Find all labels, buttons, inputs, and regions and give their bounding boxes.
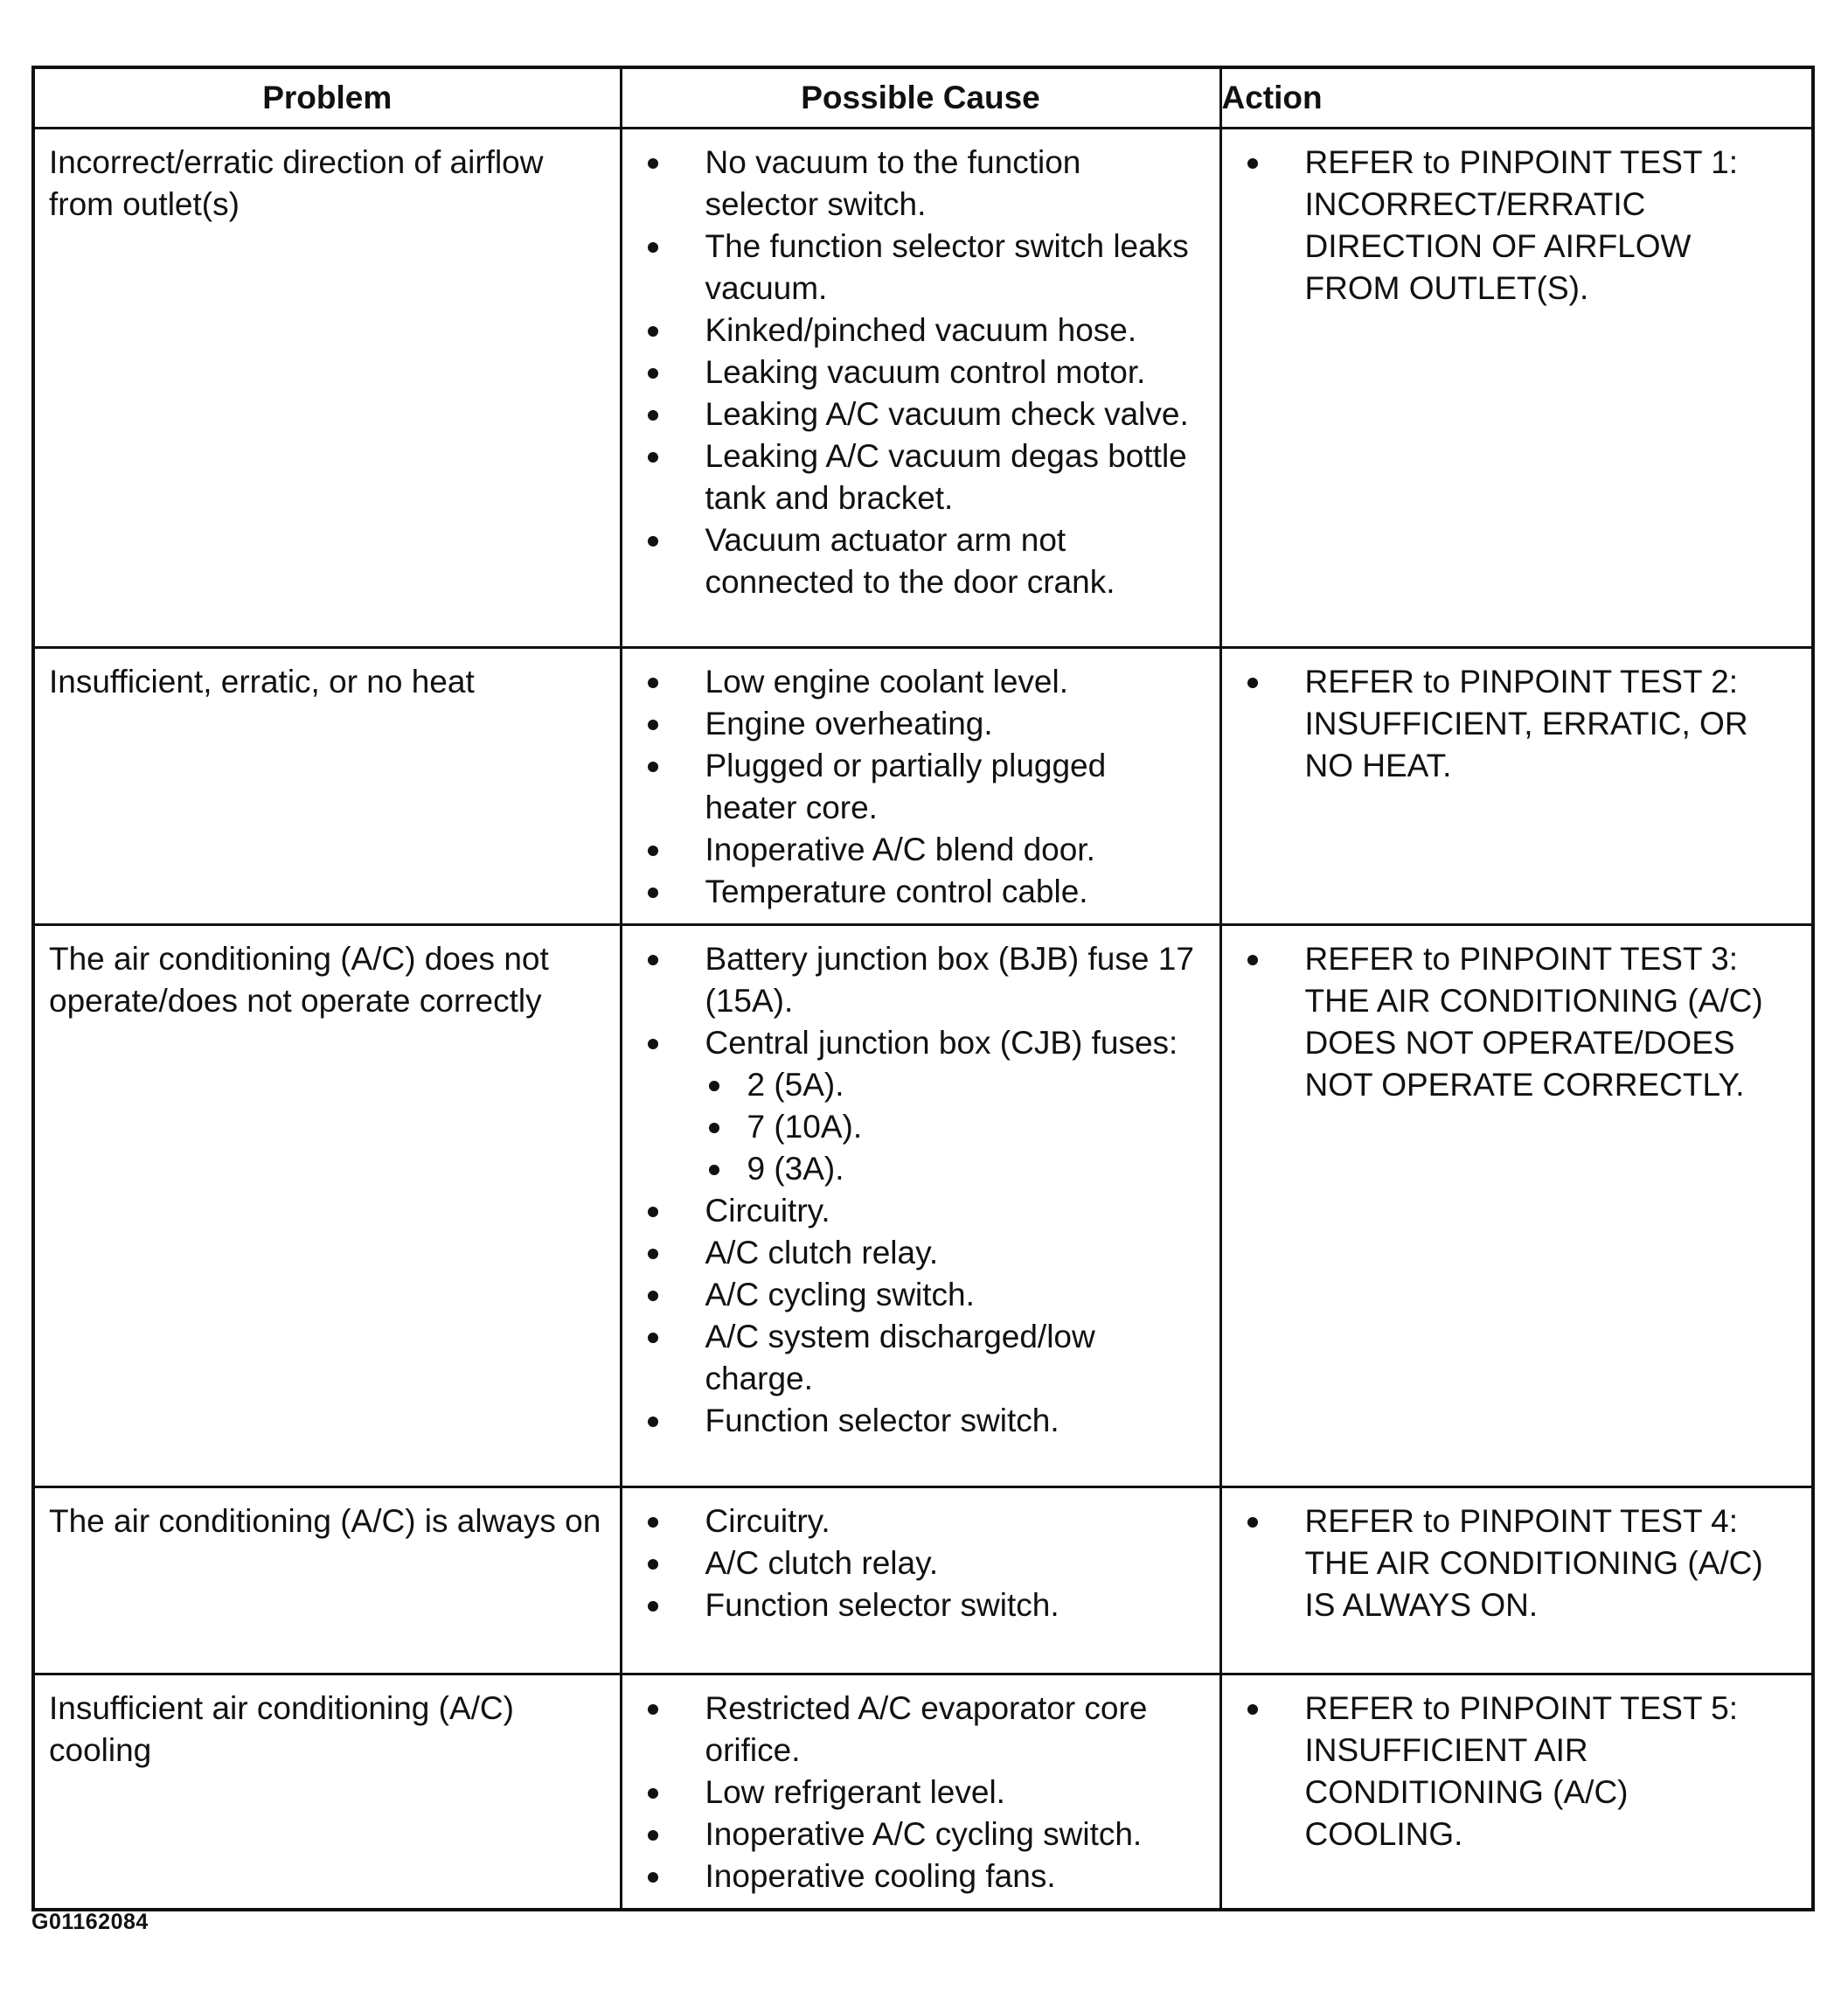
- cause-item: Inoperative A/C blend door.: [622, 829, 1202, 871]
- table-row: [33, 1487, 1813, 1674]
- action-item: REFER to PINPOINT TEST 2: INSUFFICIENT, ERRATIC, OR NO HEAT.: [1222, 661, 1795, 787]
- fuse-item: 2 (5A).: [705, 1064, 1202, 1106]
- problem-text: Incorrect/erratic direction of airflow from outlet(s): [49, 144, 544, 222]
- header-action: Action: [1220, 67, 1813, 129]
- table-header-row: [33, 67, 1813, 129]
- problem-cell: [33, 1674, 621, 1911]
- action-item: REFER to PINPOINT TEST 3: THE AIR CONDITIONING (A/C) DOES NOT OPERATE/DOES NOT OPERATE CORRECTLY.: [1222, 938, 1795, 1106]
- cause-cell: [621, 648, 1220, 925]
- problem-text: Insufficient air conditioning (A/C) cooling: [49, 1690, 514, 1768]
- cause-item: Engine overheating.: [622, 703, 1202, 745]
- cause-item: Function selector switch.: [622, 1400, 1202, 1442]
- action-item: REFER to PINPOINT TEST 4: THE AIR CONDITIONING (A/C) IS ALWAYS ON.: [1222, 1500, 1795, 1626]
- cause-item: Circuitry.: [622, 1500, 1202, 1542]
- diagnosis-table-container: [31, 66, 1811, 1911]
- problem-cell: [33, 648, 621, 925]
- cause-item: Function selector switch.: [622, 1584, 1202, 1626]
- fuse-sublist: [705, 1064, 1202, 1190]
- cause-item: Vacuum actuator arm not connected to the door crank.: [622, 519, 1202, 603]
- cause-item: Inoperative A/C cycling switch.: [622, 1814, 1202, 1855]
- action-item: REFER to PINPOINT TEST 5: INSUFFICIENT AIR CONDITIONING (A/C) COOLING.: [1222, 1688, 1795, 1855]
- action-list: [1222, 1488, 1812, 1637]
- cause-item: Plugged or partially plugged heater core.: [622, 745, 1202, 829]
- cause-list: [622, 649, 1219, 923]
- action-item: REFER to PINPOINT TEST 1: INCORRECT/ERRATIC DIRECTION OF AIRFLOW FROM OUTLET(S).: [1222, 142, 1795, 310]
- fuse-item: 9 (3A).: [705, 1148, 1202, 1190]
- cause-item: A/C clutch relay.: [622, 1232, 1202, 1274]
- cause-item: Low refrigerant level.: [622, 1772, 1202, 1814]
- action-cell: [1220, 129, 1813, 648]
- action-cell: [1220, 1674, 1813, 1911]
- problem-text: The air conditioning (A/C) is always on: [49, 1503, 601, 1539]
- figure-id-label: G01162084: [31, 1910, 149, 1934]
- action-cell: [1220, 925, 1813, 1487]
- cause-item: Leaking vacuum control motor.: [622, 352, 1202, 393]
- cause-item: A/C clutch relay.: [622, 1542, 1202, 1584]
- cause-cell: [621, 1674, 1220, 1911]
- cause-item: Circuitry.: [622, 1190, 1202, 1232]
- cause-item: Leaking A/C vacuum check valve.: [622, 393, 1202, 435]
- problem-text: Insufficient, erratic, or no heat: [49, 664, 475, 700]
- cause-item: Low engine coolant level.: [622, 661, 1202, 703]
- cause-item: Battery junction box (BJB) fuse 17 (15A).: [622, 938, 1202, 1022]
- cause-item: The function selector switch leaks vacuum.: [622, 226, 1202, 310]
- problem-cell: [33, 129, 621, 648]
- table-row: [33, 925, 1813, 1487]
- cause-list: [622, 129, 1219, 614]
- cause-item: Kinked/pinched vacuum hose.: [622, 310, 1202, 352]
- cause-item-with-sublist: [622, 1022, 1202, 1190]
- cause-list: [622, 1675, 1219, 1908]
- cause-cell: [621, 1487, 1220, 1674]
- header-possible-cause: Possible Cause: [621, 67, 1220, 129]
- cause-item: A/C cycling switch.: [622, 1274, 1202, 1316]
- action-list: [1222, 649, 1812, 797]
- cause-item: Inoperative cooling fans.: [622, 1855, 1202, 1897]
- problem-text: The air conditioning (A/C) does not operate/does not operate correctly: [49, 941, 549, 1019]
- action-list: [1222, 926, 1812, 1117]
- table-row: [33, 648, 1813, 925]
- cause-cell: [621, 925, 1220, 1487]
- action-list: [1222, 129, 1812, 320]
- cause-item-text: Central junction box (CJB) fuses:: [705, 1025, 1178, 1061]
- problem-cell: [33, 1487, 621, 1674]
- cause-list: [622, 926, 1219, 1452]
- cause-item: Restricted A/C evaporator core orifice.: [622, 1688, 1202, 1772]
- fuse-item: 7 (10A).: [705, 1106, 1202, 1148]
- symptom-chart-table: [31, 66, 1815, 1911]
- action-cell: [1220, 648, 1813, 925]
- cause-item: A/C system discharged/low charge.: [622, 1316, 1202, 1400]
- cause-item: No vacuum to the function selector switch.: [622, 142, 1202, 226]
- cause-cell: [621, 129, 1220, 648]
- action-cell: [1220, 1487, 1813, 1674]
- cause-list: [622, 1488, 1219, 1637]
- problem-cell: [33, 925, 621, 1487]
- header-problem: Problem: [33, 67, 621, 129]
- cause-item: Temperature control cable.: [622, 871, 1202, 913]
- action-list: [1222, 1675, 1812, 1866]
- table-row: [33, 129, 1813, 648]
- cause-item: Leaking A/C vacuum degas bottle tank and bracket.: [622, 435, 1202, 519]
- table-row: [33, 1674, 1813, 1911]
